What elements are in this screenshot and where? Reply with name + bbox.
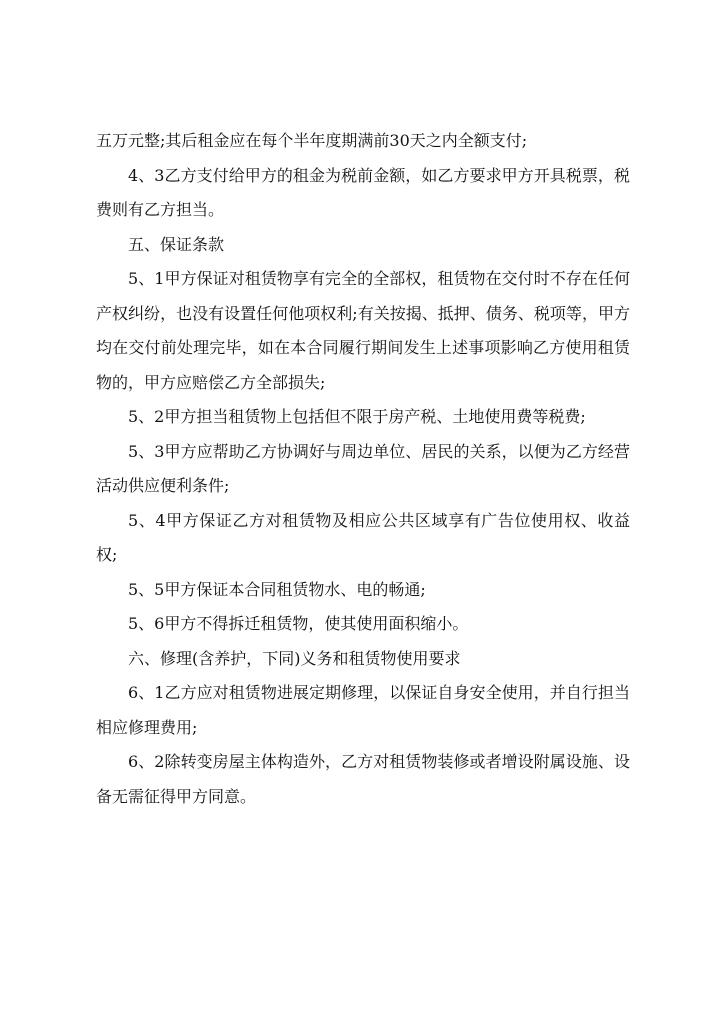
section-heading-guarantee: 五、保证条款 [128, 234, 225, 254]
clause-5-3: 5、3甲方应帮助乙方协调好与周边单位、居民的关系，以便为乙方经营活动供应便利条件; [96, 441, 630, 495]
clause-5-4: 5、4甲方保证乙方对租赁物及相应公共区域享有广告位使用权、收益权; [96, 510, 630, 564]
clause-5-6: 5、6甲方不得拆迁租赁物，使其使用面积缩小。 [128, 614, 469, 633]
clause-5-1: 5、1甲方保证对租赁物享有完全的全部权，租赁物在交付时不存在任何产权纠纷，也没有设置任何他项权利;有关按揭、抵押、债务、税项等，甲方均在交付前处理完毕，如在本合同履行期间发生上述事项影响乙方使用租赁物的，甲方应赔偿乙方全部损失; [96, 269, 630, 392]
clause-4-3: 4、3乙方支付给甲方的租金为税前金额，如乙方要求甲方开具税票，税费则有乙方担当。 [96, 165, 630, 219]
section-heading-maintenance: 六、修理(含养护，下同)义务和租赁物使用要求 [128, 648, 461, 668]
contract-body [96, 124, 630, 814]
clause-6-1: 6、1乙方应对租赁物进展定期修理，以保证自身安全使用，并自行担当相应修理费用; [96, 683, 630, 737]
paragraph-rent-continuation: 五万元整;其后租金应在每个半年度期满前30天之内全额支付; [96, 131, 528, 150]
clause-5-5: 5、5甲方保证本合同租赁物水、电的畅通; [128, 579, 426, 599]
clause-5-2: 5、2甲方担当租赁物上包括但不限于房产税、土地使用费等税费; [128, 407, 586, 426]
clause-6-2: 6、2除转变房屋主体构造外，乙方对租赁物装修或者增设附属设施、设备无需征得甲方同意。 [96, 752, 630, 806]
